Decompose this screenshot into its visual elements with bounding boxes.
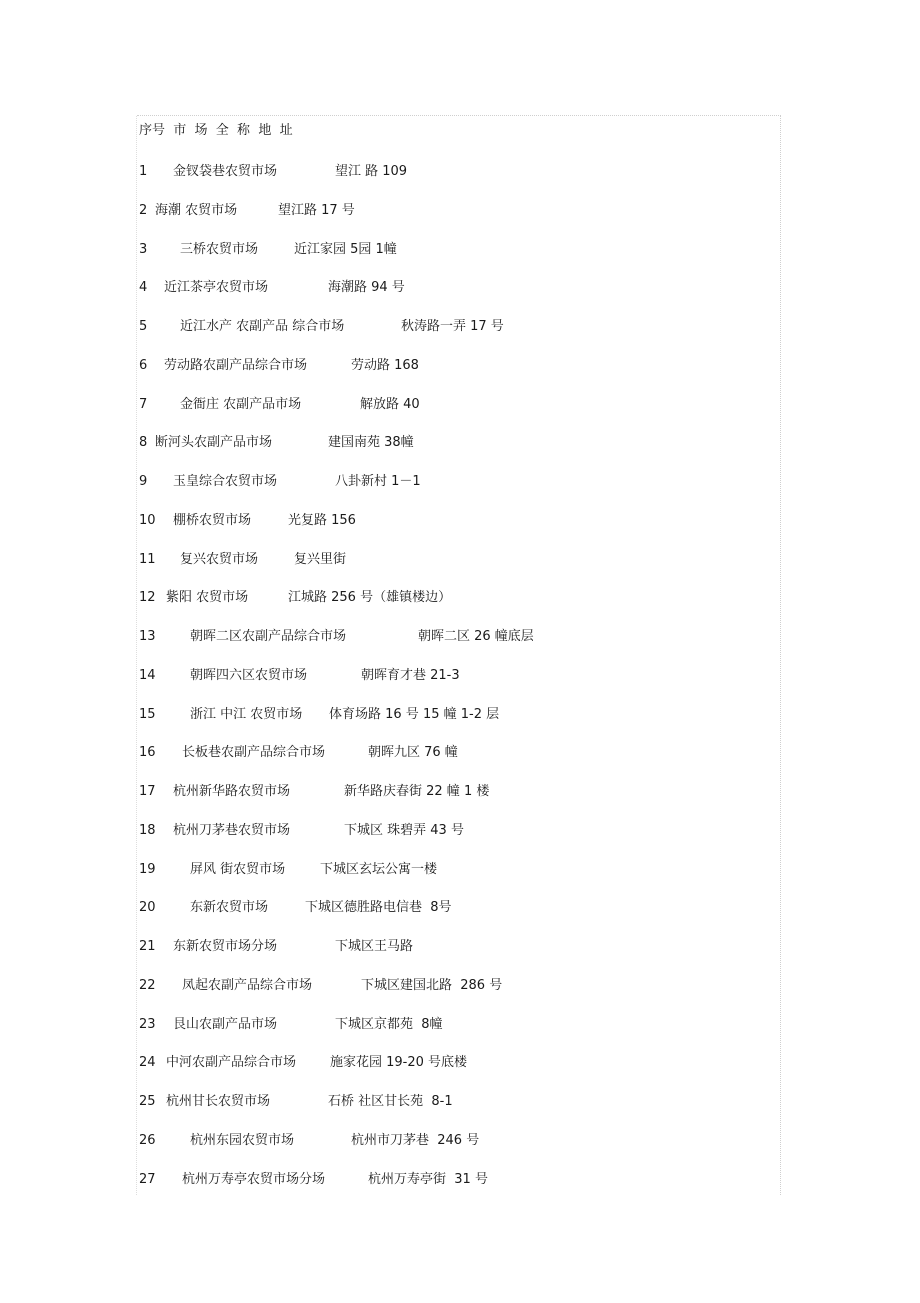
market-address: 八卦新村 1－1 <box>335 474 421 489</box>
market-name: 复兴农贸市场 <box>180 551 259 567</box>
market-name: 棚桥农贸市场 <box>173 512 252 528</box>
market-address: 望江路 17 号 <box>278 202 355 218</box>
market-name: 杭州新华路农贸市场 <box>173 784 291 799</box>
market-name: 朝晖四六区农贸市场 <box>190 667 308 683</box>
row-number: 26 <box>139 1132 156 1148</box>
market-address: 秋涛路一弄 17 号 <box>401 319 504 334</box>
market-address: 光复路 156 <box>288 512 356 528</box>
market-address: 朝晖育才巷 21-3 <box>361 667 460 683</box>
market-address: 下城区京都苑 8幢 <box>335 1016 443 1032</box>
row-number: 18 <box>139 822 156 838</box>
market-name: 玉皇综合农贸市场 <box>173 474 278 489</box>
row-number: 5 <box>139 319 148 334</box>
market-name: 金衙庄 农副产品市场 <box>180 396 302 412</box>
row-number: 15 <box>139 706 156 722</box>
market-name: 屏风 街农贸市场 <box>190 861 286 877</box>
market-name: 杭州万寿亭农贸市场分场 <box>182 1171 326 1187</box>
market-name: 艮山农副产品市场 <box>173 1016 278 1032</box>
market-address: 下城区王马路 <box>335 939 414 954</box>
row-number: 21 <box>139 939 156 954</box>
market-name: 东新农贸市场 <box>190 900 269 916</box>
row-number: 20 <box>139 900 156 916</box>
market-name: 断河头农副产品市场 <box>155 435 273 451</box>
row-number: 11 <box>139 551 156 567</box>
market-name: 杭州甘长农贸市场 <box>166 1094 271 1109</box>
row-number: 13 <box>139 629 156 644</box>
row-number: 9 <box>139 474 148 489</box>
market-address: 杭州市刀茅巷 246 号 <box>351 1132 480 1148</box>
market-address: 朝晖九区 76 幢 <box>368 745 458 761</box>
market-address: 体育场路 16 号 15 幢 1-2 层 <box>329 706 500 722</box>
row-number: 23 <box>139 1016 156 1032</box>
market-address: 下城区 珠碧弄 43 号 <box>344 822 464 838</box>
row-number: 4 <box>139 280 148 296</box>
market-name: 海潮 农贸市场 <box>155 202 238 218</box>
market-address: 劳动路 168 <box>351 357 419 373</box>
market-address: 新华路庆春街 22 幢 1 楼 <box>344 784 490 799</box>
market-address: 近江家园 5园 1幢 <box>294 241 397 257</box>
row-number: 25 <box>139 1094 156 1109</box>
row-number: 24 <box>139 1055 156 1071</box>
market-name: 金钗袋巷农贸市场 <box>173 164 278 179</box>
market-address: 下城区建国北路 286 号 <box>361 977 503 993</box>
market-name: 近江水产 农副产品 综合市场 <box>180 319 345 334</box>
market-address: 解放路 40 <box>360 396 420 412</box>
row-number: 6 <box>139 357 148 373</box>
row-number: 10 <box>139 512 156 528</box>
market-address: 海潮路 94 号 <box>328 280 405 296</box>
market-name: 劳动路农副产品综合市场 <box>164 357 308 373</box>
market-address: 朝晖二区 26 幢底层 <box>418 629 534 644</box>
market-name: 紫阳 农贸市场 <box>166 590 249 606</box>
market-name: 杭州东园农贸市场 <box>190 1132 295 1148</box>
row-number: 7 <box>139 396 148 412</box>
market-address: 施家花园 19-20 号底楼 <box>330 1055 468 1071</box>
market-address: 石桥 社区甘长苑 8-1 <box>328 1094 453 1109</box>
market-address: 建国南苑 38幢 <box>328 435 414 451</box>
market-name: 浙江 中江 农贸市场 <box>190 706 303 722</box>
market-name: 东新农贸市场分场 <box>173 939 278 954</box>
row-number: 3 <box>139 241 148 257</box>
row-number: 14 <box>139 667 156 683</box>
market-address: 杭州万寿亭街 31 号 <box>368 1171 488 1187</box>
market-name: 凤起农副产品综合市场 <box>182 977 313 993</box>
row-number: 19 <box>139 861 156 877</box>
row-number: 1 <box>139 164 148 179</box>
market-address: 下城区德胜路电信巷 8号 <box>305 900 452 916</box>
row-number: 27 <box>139 1171 156 1187</box>
row-number: 12 <box>139 590 156 606</box>
row-number: 8 <box>139 435 148 451</box>
market-address: 江城路 256 号（雄镇楼边） <box>288 590 452 606</box>
market-address: 望江 路 109 <box>335 164 408 179</box>
market-name: 近江茶亭农贸市场 <box>164 280 269 296</box>
market-address: 复兴里街 <box>294 551 347 567</box>
market-name: 杭州刀茅巷农贸市场 <box>173 822 291 838</box>
market-name: 中河农副产品综合市场 <box>166 1055 297 1071</box>
market-name: 三桥农贸市场 <box>180 241 259 257</box>
market-name: 朝晖二区农副产品综合市场 <box>190 629 347 644</box>
row-number: 17 <box>139 784 156 799</box>
table-header: 序号 市 场 全 称 地 址 <box>139 123 293 138</box>
market-address: 下城区玄坛公寓一楼 <box>320 861 438 877</box>
row-number: 2 <box>139 202 148 218</box>
row-number: 16 <box>139 745 156 761</box>
market-name: 长板巷农副产品综合市场 <box>182 745 326 761</box>
row-number: 22 <box>139 977 156 993</box>
